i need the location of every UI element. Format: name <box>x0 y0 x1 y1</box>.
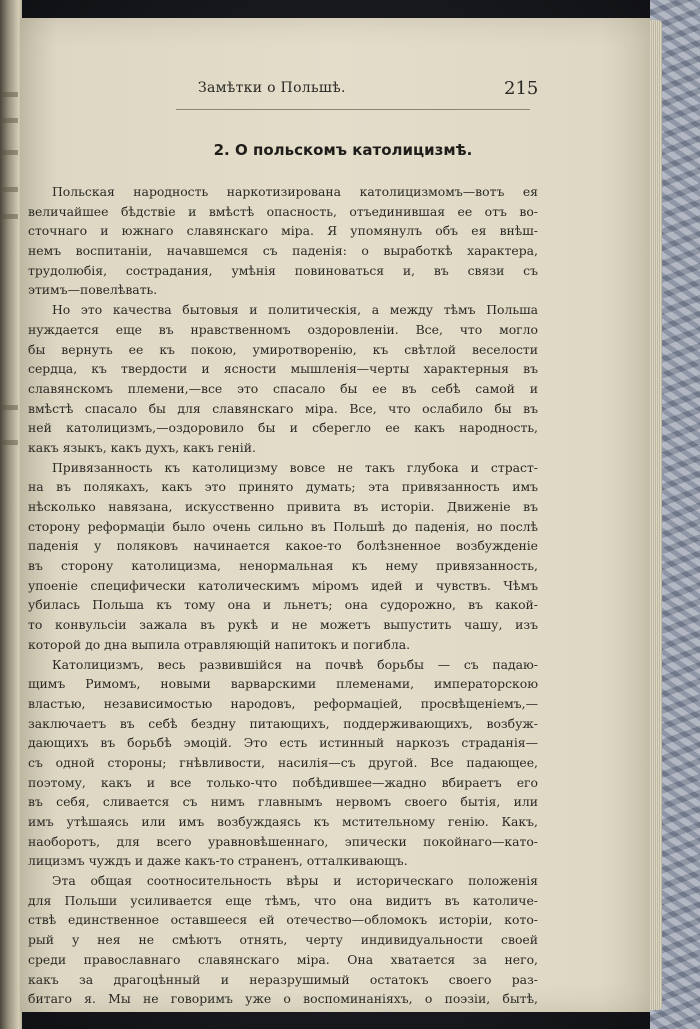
text-line: Но это качества бытовыя и политическія, а между тѣмъ Польша <box>52 302 538 318</box>
text-line: бы вернуть ее къ покою, умиротворенію, къ свѣтлой веселости <box>28 341 538 357</box>
page-number: 215 <box>504 78 539 99</box>
text-line: этимъ—повелѣвать. <box>28 282 158 298</box>
bleed-mark <box>2 150 18 155</box>
bleed-mark <box>2 214 18 219</box>
text-line: властью, независимостью народовъ, реформаціей, просвѣщеніемъ,— <box>28 695 538 711</box>
text-line: трудолюбія, сострадания, умѣнія повиноваться и, въ связи съ <box>28 262 538 278</box>
text-line: которой до дна выпила отравляющій напитокъ и погибла. <box>28 636 411 652</box>
text-line: Католицизмъ, весь развившійся на почвѣ борьбы — съ падаю- <box>52 656 538 672</box>
bleed-mark <box>2 118 18 123</box>
left-page-edge <box>0 0 22 1029</box>
running-title: Замѣтки о Польшѣ. <box>198 80 346 96</box>
text-line: для Польши усиливается еще тѣмъ, что она видитъ въ католиче- <box>28 892 538 908</box>
text-line: вмѣстѣ спасало бы для славянскаго міра. Все, что ослабило бы въ <box>28 400 538 416</box>
text-line: сердца, къ твердости и ясности мышленія—черты характерныя въ <box>28 361 538 377</box>
text-line: Эта общая соотносительность вѣры и историческаго положенія <box>52 873 538 889</box>
text-line: имъ утѣшаясь или имъ возбуждаясь къ мстительному генію. Какъ, <box>28 814 538 829</box>
text-line: наоборотъ, для всего уравновѣшеннаго, эпически покойнаго—като- <box>28 833 538 849</box>
text-line: нѣсколько навязана, искусственно привита въ исторіи. Движеніе въ <box>28 499 538 514</box>
bleed-mark <box>2 405 18 410</box>
text-line: ствѣ единственное оставшееся ей отечество—обломокъ исторіи, кото- <box>28 912 538 928</box>
book-page <box>20 18 650 1012</box>
text-line: среди православнаго славянскаго міра. Она хватается за него, <box>28 951 538 967</box>
header-rule <box>176 109 530 110</box>
text-line: ней католицизмъ,—оздоровило бы и сберегло ее какъ народность, <box>28 420 538 436</box>
text-line: съ одной стороны; гнѣвливости, насилія—съ другой. Все падающее, <box>28 754 538 770</box>
text-line: то конвульсіи зажала въ рукѣ и не можетъ выпустить чашу, изъ <box>28 617 538 633</box>
text-line: въ себя, сливается съ нимъ главнымъ нервомъ своего бытія, или <box>28 794 538 810</box>
text-line: сточнаго и южнаго славянскаго міра. Я упомянулъ объ ея внѣш- <box>28 223 538 239</box>
bleed-mark <box>2 187 18 192</box>
text-line: щимъ Римомъ, новыми варварскими племенами, императорскою <box>28 676 538 692</box>
text-line: Привязанность къ католицизму вовсе не такъ глубока и страст- <box>52 459 538 475</box>
text-line: лицизмъ чуждъ и даже какъ-то страненъ, отталкивающъ. <box>28 853 408 869</box>
text-line: какъ языкъ, какъ духъ, какъ геній. <box>28 439 256 455</box>
text-line: Польская народность наркотизирована католицизмомъ—вотъ ея <box>52 184 538 199</box>
text-line: въ сторону католицизма, ненормальная къ нему привязанность, <box>28 558 538 574</box>
text-line: сторону реформаціи было очень сильно въ Польшѣ до паденія, но послѣ <box>28 518 538 534</box>
text-line: на въ полякахъ, какъ это принято думать; эта привязанность имъ <box>28 479 538 495</box>
text-line: нуждается еще въ нравственномъ оздоровленіи. Все, что могло <box>28 321 538 337</box>
text-line: рый у нея не смѣютъ отнять, черту индивидуальности своей <box>28 932 538 948</box>
text-line: поэтому, какъ и все только-что побѣдившее—жадно вбираетъ его <box>28 774 538 790</box>
text-line: убилась Польша къ тому она и льнетъ; она судорожно, въ какой- <box>28 597 538 613</box>
body-text <box>28 182 538 1009</box>
page-header <box>20 80 650 104</box>
text-line: немъ воспитаніи, начавшемся съ паденія: о выработкѣ характера, <box>28 243 538 259</box>
text-line: упоеніе специфически католическимъ міромъ идей и чувствъ. Чѣмъ <box>28 577 538 593</box>
text-line: заключаетъ въ себѣ бездну питающихъ, поддерживающихъ, возбуж- <box>28 715 538 731</box>
text-line: паденія у поляковъ начинается какое-то болѣзненное возбужденіе <box>28 538 538 554</box>
text-line: славянскомъ племени,—все это спасало бы ее въ себѣ самой и <box>28 380 538 396</box>
text-line: битаго я. Мы не говоримъ уже о воспоминаніяхъ, о поэзіи, бытѣ, <box>28 991 538 1007</box>
text-line: какъ за драгоцѣнный и неразрушимый остатокъ своего раз- <box>28 971 538 987</box>
text-line: дающихъ въ борьбѣ эмоцій. Это есть истинный наркозъ страданія— <box>28 735 538 751</box>
text-line: величайшее бѣдствіе и вмѣстѣ опасность, отъединившая ее отъ во- <box>28 203 538 219</box>
bleed-mark <box>2 440 18 445</box>
bleed-mark <box>2 92 18 97</box>
section-title: 2. О польскомъ католицизмѣ. <box>213 141 473 159</box>
